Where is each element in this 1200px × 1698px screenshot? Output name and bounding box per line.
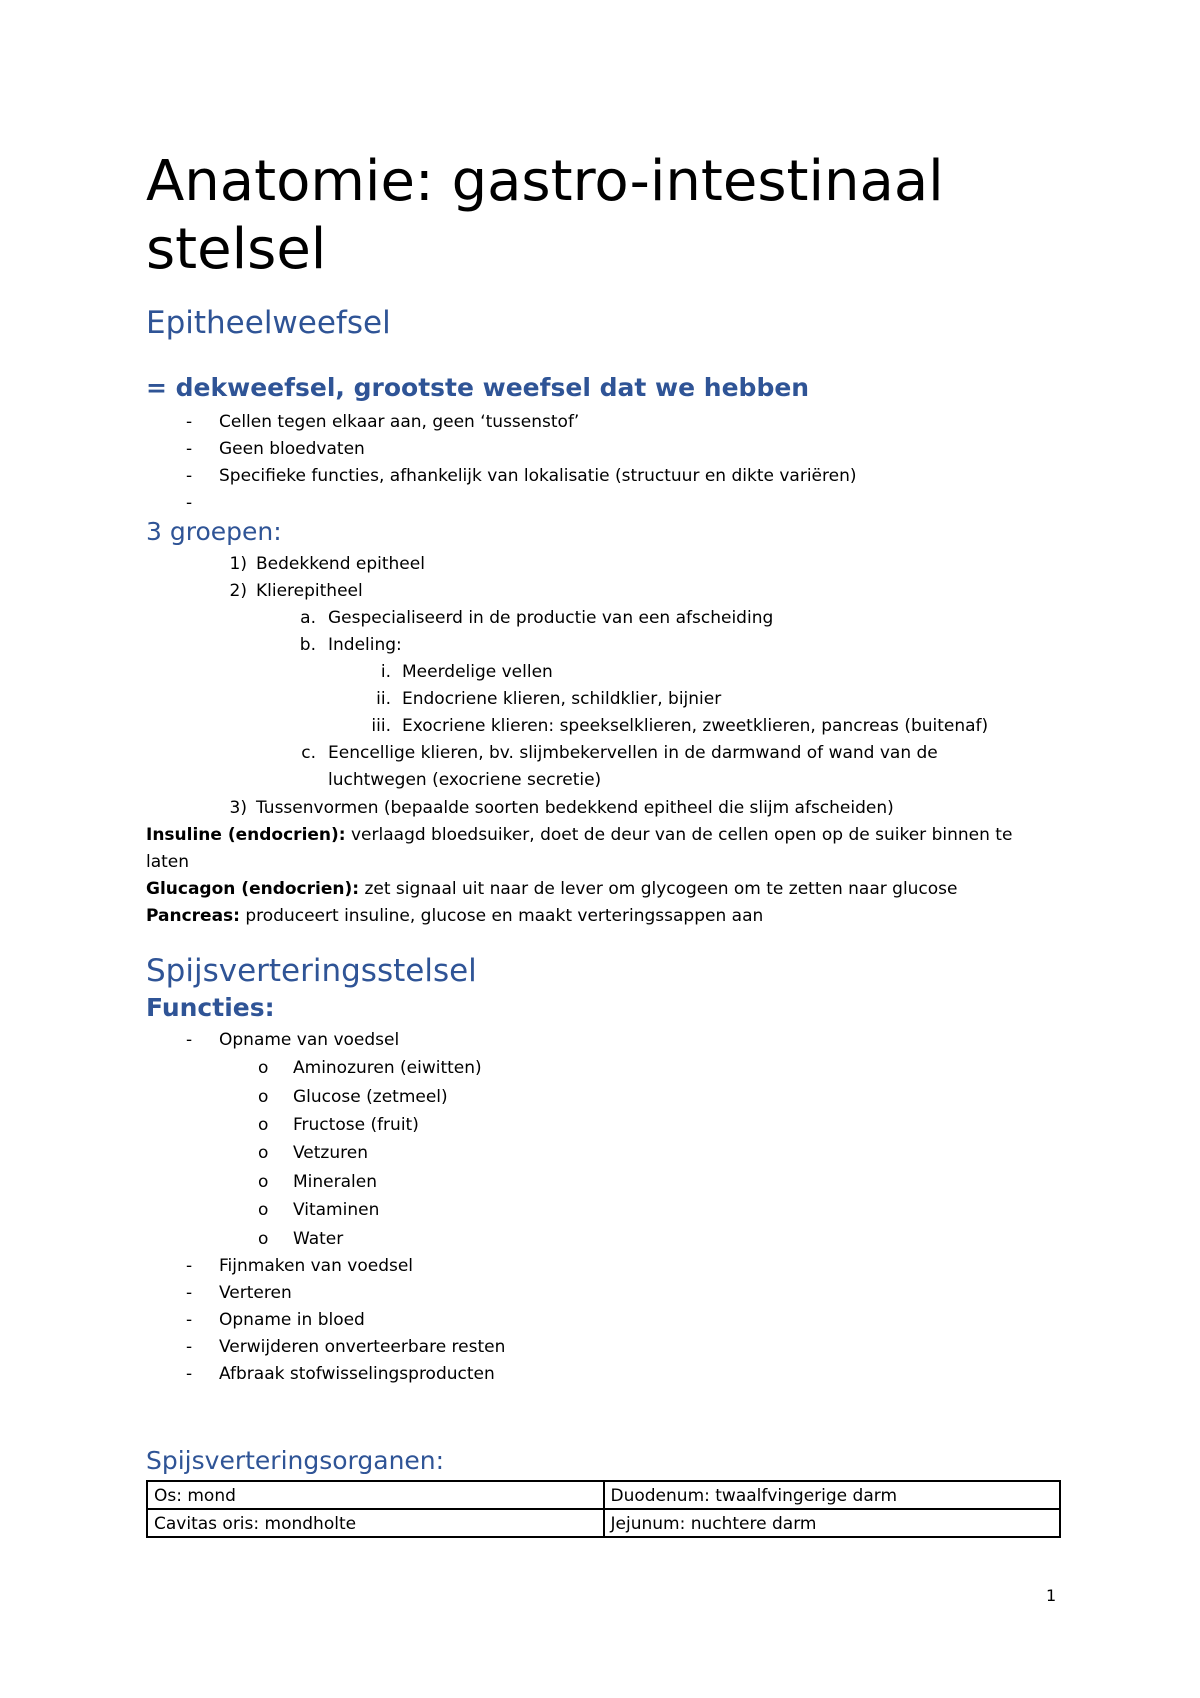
- bullet-marker: o: [258, 1087, 269, 1107]
- list-marker: -: [186, 1364, 193, 1384]
- note-insuline: [146, 823, 1012, 847]
- nutrient-item: Vitaminen: [293, 1200, 380, 1220]
- organs-table: [146, 1480, 1061, 1538]
- bullet-marker: o: [258, 1229, 269, 1249]
- list-marker: -: [186, 412, 193, 432]
- document-title: Anatomie: gastro-intestinaal stelsel: [146, 149, 944, 282]
- nutrient-item: Glucose (zetmeel): [293, 1087, 448, 1107]
- list-marker: -: [186, 1283, 193, 1303]
- sub-item-continuation: luchtwegen (exocriene secretie): [328, 770, 602, 790]
- sub-letter: a.: [300, 608, 316, 628]
- list-item: Cellen tegen elkaar aan, geen ‘tussenstof’: [219, 412, 580, 432]
- sub-letter: b.: [299, 635, 316, 655]
- nutrient-item: Vetzuren: [293, 1143, 368, 1163]
- list-item: Geen bloedvaten: [219, 439, 365, 459]
- sub-item: Gespecialiseerd in de productie van een afscheiding: [328, 608, 774, 628]
- heading-functies: Functies:: [146, 993, 275, 1022]
- list-marker: -: [186, 439, 193, 459]
- nutrient-item: Aminozuren (eiwitten): [293, 1058, 482, 1078]
- list-marker: -: [186, 1310, 193, 1330]
- page-number: 1: [1046, 1586, 1057, 1605]
- group-number: 3): [229, 798, 247, 818]
- bullet-marker: o: [258, 1200, 269, 1220]
- sub-letter: c.: [301, 743, 316, 763]
- table-cell: Os: mond: [147, 1481, 604, 1509]
- table-cell: Cavitas oris: mondholte: [147, 1509, 604, 1537]
- list-marker: -: [186, 1256, 193, 1276]
- sub-item: Eencellige klieren, bv. slijmbekervellen in de darmwand of wand van de: [328, 743, 938, 763]
- roman-item: Endocriene klieren, schildklier, bijnier: [402, 689, 722, 709]
- heading-spijsverteringsorganen: Spijsverteringsorganen:: [146, 1446, 445, 1475]
- list-marker: -: [186, 466, 193, 486]
- note-glucagon: [146, 877, 958, 901]
- list-item: Verteren: [219, 1283, 292, 1303]
- list-marker: -: [186, 1030, 193, 1050]
- list-item: Opname van voedsel: [219, 1030, 400, 1050]
- bullet-marker: o: [258, 1143, 269, 1163]
- sub-item: Indeling:: [328, 635, 402, 655]
- nutrient-item: Fructose (fruit): [293, 1115, 419, 1135]
- note-insuline-continuation: laten: [146, 852, 190, 872]
- note-pancreas: [146, 904, 763, 928]
- group-number: 1): [229, 554, 247, 574]
- group-item: Klierepitheel: [256, 581, 363, 601]
- list-item: Fijnmaken van voedsel: [219, 1256, 414, 1276]
- bullet-marker: o: [258, 1115, 269, 1135]
- group-item: Bedekkend epitheel: [256, 554, 425, 574]
- list-item: Specifieke functies, afhankelijk van lokalisatie (structuur en dikte variëren): [219, 466, 857, 486]
- note-term: Pancreas:: [146, 906, 240, 926]
- roman-number: ii.: [376, 689, 391, 709]
- list-marker: -: [186, 493, 193, 513]
- roman-number: i.: [380, 662, 391, 682]
- table-row: [147, 1481, 1060, 1509]
- roman-item: Meerdelige vellen: [402, 662, 553, 682]
- roman-number: iii.: [371, 716, 391, 736]
- note-term: Insuline (endocrien):: [146, 825, 346, 845]
- list-marker: -: [186, 1337, 193, 1357]
- note-text: zet signaal uit naar de lever om glycogeen om te zetten naar glucose: [359, 879, 958, 899]
- table-cell: Duodenum: twaalfvingerige darm: [604, 1481, 1061, 1509]
- subheading-dekweefsel: = dekweefsel, grootste weefsel dat we hebben: [146, 373, 810, 402]
- bullet-marker: o: [258, 1058, 269, 1078]
- list-item: Verwijderen onverteerbare resten: [219, 1337, 506, 1357]
- roman-item: Exocriene klieren: speekselklieren, zweetklieren, pancreas (buitenaf): [402, 716, 989, 736]
- note-text: produceert insuline, glucose en maakt verteringssappen aan: [239, 906, 764, 926]
- table-row: [147, 1509, 1060, 1537]
- note-text: verlaagd bloedsuiker, doet de deur van de cellen open op de suiker binnen te: [345, 825, 1013, 845]
- heading-spijsverteringsstelsel: Spijsverteringsstelsel: [146, 953, 477, 989]
- heading-epitheelweefsel: Epitheelweefsel: [146, 305, 391, 341]
- nutrient-item: Water: [293, 1229, 344, 1249]
- list-item: Opname in bloed: [219, 1310, 365, 1330]
- group-item: Tussenvormen (bepaalde soorten bedekkend epitheel die slijm afscheiden): [256, 798, 894, 818]
- group-number: 2): [229, 581, 247, 601]
- heading-3-groepen: 3 groepen:: [146, 517, 282, 546]
- list-item: Afbraak stofwisselingsproducten: [219, 1364, 495, 1384]
- nutrient-item: Mineralen: [293, 1172, 377, 1192]
- bullet-marker: o: [258, 1172, 269, 1192]
- table-cell: Jejunum: nuchtere darm: [604, 1509, 1061, 1537]
- note-term: Glucagon (endocrien):: [146, 879, 360, 899]
